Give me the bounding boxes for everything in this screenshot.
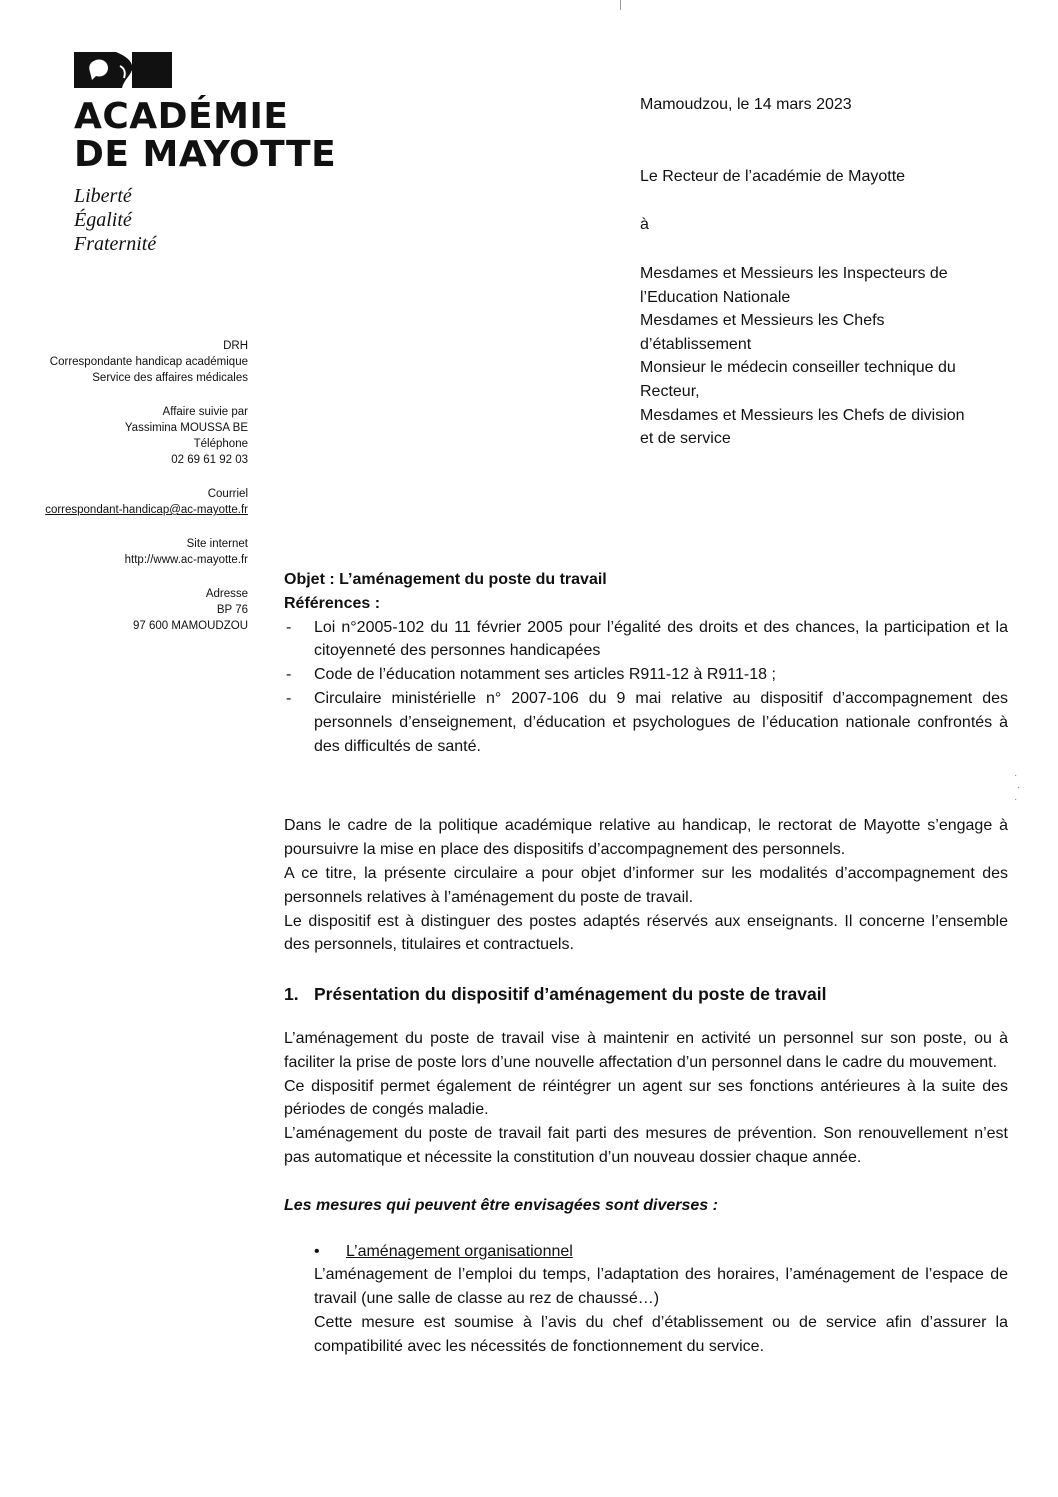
followed-by-name: Yassimina MOUSSA BE: [124, 422, 248, 434]
intro-paragraph: Dans le cadre de la politique académique relative au handicap, le rectorat de Mayotte s’engage à poursuivre la mise en place des dispositifs d’accompagnement des personnels.: [284, 817, 1008, 859]
measure-body: L’aménagement de l’emploi du temps, l’adaptation des horaires, l’aménagement de l’espace de travail (une salle de classe au rez de chaussé…): [314, 1266, 1008, 1308]
references-list: [284, 616, 1008, 759]
recipients-block: [640, 262, 1000, 451]
phone-label: Téléphone: [193, 438, 248, 450]
followed-by-label: Affaire suivie par: [162, 406, 248, 418]
motto-line: Fraternité: [74, 233, 157, 255]
address-label: Adresse: [205, 588, 248, 600]
recipient-line: Recteur,: [640, 382, 700, 400]
recipient-line: Mesdames et Messieurs les Chefs de division: [640, 406, 965, 424]
measure-item: [284, 1240, 1008, 1359]
bullet-icon: •: [314, 1242, 320, 1260]
email-label: Courriel: [207, 488, 248, 500]
republic-motto: [74, 184, 394, 256]
website-label: Site internet: [186, 538, 248, 550]
section-paragraph: Ce dispositif permet également de réintégrer un agent sur ses fonctions antérieures à la suite des périodes de congés maladie.: [284, 1077, 1008, 1119]
phone-number: 02 69 61 92 03: [171, 454, 248, 466]
intro-section: [284, 814, 1008, 957]
scan-mark: [620, 0, 621, 10]
section-paragraph: L’aménagement du poste de travail fait parti des mesures de prévention. Son renouvellement n’est pas automatique et nécessite la constitution d’un nouveau dossier chaque année.: [284, 1125, 1008, 1166]
section-title: Présentation du dispositif d’aménagement du poste de travail: [314, 984, 827, 1005]
institution-line-1: ACADÉMIE: [74, 96, 289, 137]
institution-name: [74, 98, 394, 174]
letter-sender: Le Recteur de l’académie de Mayotte: [640, 168, 906, 185]
department-line: Service des affaires médicales: [92, 372, 248, 384]
recipient-line: Mesdames et Messieurs les Inspecteurs de: [640, 265, 948, 282]
recipient-line: d’établissement: [640, 335, 752, 353]
email-link[interactable]: correspondant-handicap@ac-mayotte.fr: [45, 504, 248, 516]
department-line: Correspondante handicap académique: [49, 356, 248, 368]
section-number: 1.: [284, 984, 299, 1005]
contact-sidebar: [0, 338, 248, 634]
section-paragraph: L’aménagement du poste de travail vise à maintenir en activité un personnel sur son poste, ou à faciliter la prise de poste lors d’une nouvelle affectation d’un personnel dans le cadre du mouvement.: [284, 1029, 1008, 1071]
motto-line: Égalité: [74, 209, 132, 231]
measures-intro: Les mesures qui peuvent être envisagées sont diverses :: [284, 1196, 718, 1214]
recipient-line: Monsieur le médecin conseiller technique du: [640, 359, 956, 377]
section-heading: [284, 983, 1008, 1007]
section-body: [284, 1027, 1008, 1170]
address-line: BP 76: [216, 604, 248, 616]
address-line: 97 600 MAMOUDZOU: [132, 620, 248, 632]
intro-paragraph: A ce titre, la présente circulaire a pour objet d’informer sur les modalités d’accompagnement des personnels relatives à l’aménagement du poste de travail.: [284, 864, 1008, 906]
letter-body: [284, 568, 1008, 1359]
letter-to: à: [640, 216, 649, 233]
reference-item: - Code de l’éducation notamment ses articles R911-12 à R911-18 ;: [284, 663, 1008, 687]
recipient-line: l’Education Nationale: [640, 288, 791, 306]
reference-item: - Loi n°2005-102 du 11 février 2005 pour l’égalité des droits et des chances, la participation et la citoyenneté des personnes handicapées: [284, 616, 1008, 664]
recipient-line: Mesdames et Messieurs les Chefs: [640, 312, 885, 330]
website-link[interactable]: http://www.ac-mayotte.fr: [124, 554, 248, 566]
reference-item: - Circulaire ministérielle n° 2007-106 du 9 mai relative au dispositif d’accompagnement des personnels d’enseignement, d’éducation et psychologues de l’éducation nationale confrontés à des difficultés de santé.: [284, 687, 1008, 758]
academy-logo: [74, 52, 394, 256]
letter-date: Mamoudzou, le 14 mars 2023: [640, 96, 852, 113]
recipient-line: et de service: [640, 430, 731, 448]
intro-paragraph: Le dispositif est à distinguer des postes adaptés réservés aux enseignants. Il concerne l’ensemble des personnels, titulaires et contractuels.: [284, 912, 1008, 954]
marianne-emblem-icon: [74, 52, 172, 88]
references-title: Références :: [284, 594, 381, 612]
measure-title: L’aménagement organisationnel: [346, 1242, 573, 1260]
measure-body: Cette mesure est soumise à l’avis du chef d’établissement ou de service afin d’assurer la compatibilité avec les nécessités de fonctionnement du service.: [314, 1313, 1008, 1355]
institution-line-2: DE MAYOTTE: [74, 134, 337, 175]
scan-artifact: · · ·: [1014, 770, 1021, 805]
service-name: DRH: [223, 340, 248, 352]
subject-line: Objet : L’aménagement du poste du travail: [284, 571, 607, 588]
motto-line: Liberté: [74, 185, 132, 207]
